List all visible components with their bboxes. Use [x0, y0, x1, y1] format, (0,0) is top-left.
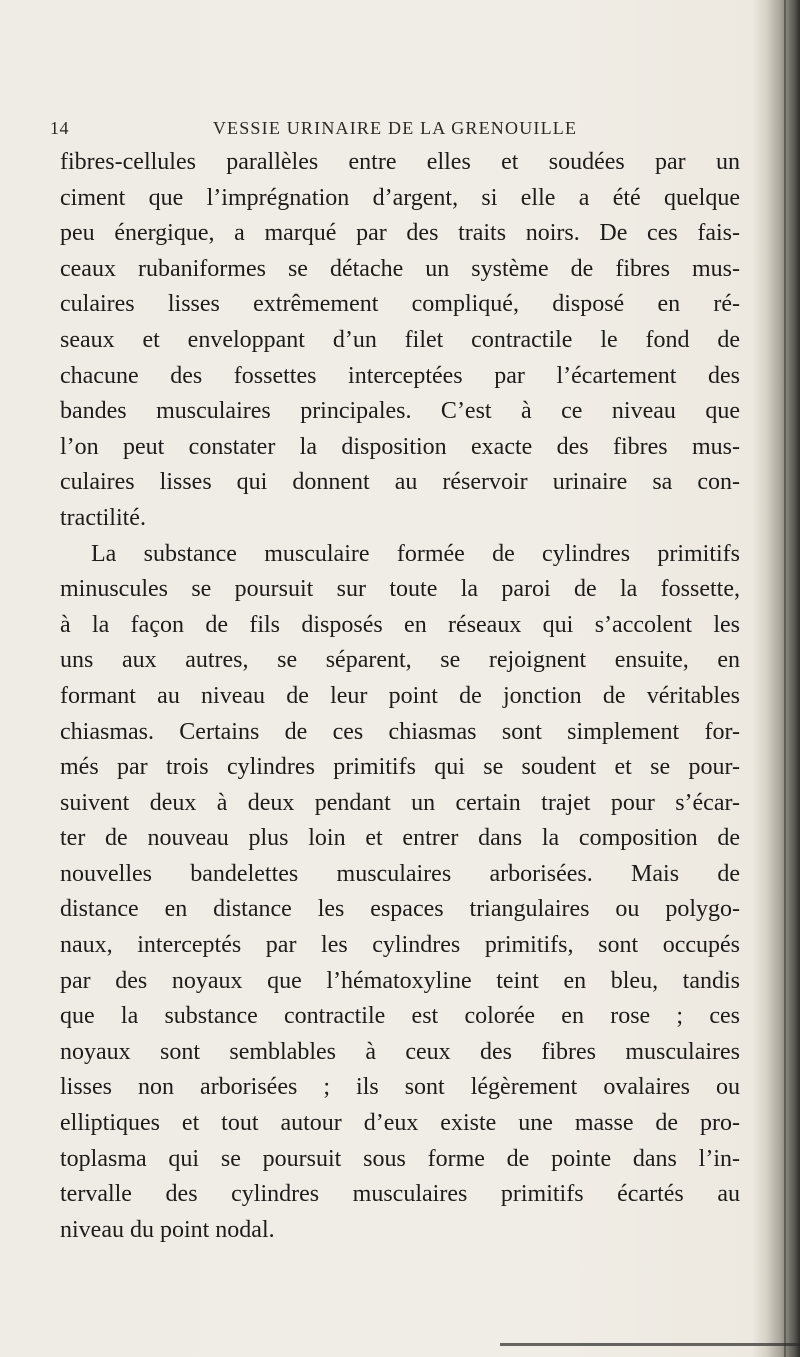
text-line: naux, interceptés par les cylindres primitifs, sont occupés	[60, 932, 740, 959]
text-line: minuscules se poursuit sur toute la paroi de la fossette,	[60, 576, 740, 603]
text-line: seaux et enveloppant d’un filet contractile le fond de	[60, 326, 740, 353]
page-edge-shadow	[752, 0, 800, 1357]
running-title: VESSIE URINAIRE DE LA GRENOUILLE	[212, 118, 578, 138]
bottom-rule	[500, 1343, 800, 1346]
text-line: suivent deux à deux pendant un certain trajet pour s’écar-	[60, 789, 740, 816]
text-line: l’on peut constater la disposition exacte des fibres mus-	[60, 433, 740, 460]
text-line: ter de nouveau plus loin et entrer dans la composition de	[60, 825, 740, 852]
text-line: distance en distance les espaces triangulaires ou polygo-	[60, 896, 740, 923]
text-line: fibres-cellules parallèles entre elles et soudées par un	[60, 149, 740, 175]
text-line: tractilité.	[60, 504, 146, 531]
text-line: à la façon de fils disposés en réseaux qui s’accolent les	[60, 611, 740, 638]
text-line: lisses non arborisées ; ils sont légèrement ovalaires ou	[60, 1074, 740, 1101]
text-line: niveau du point nodal.	[60, 1216, 275, 1243]
text-line: bandes musculaires principales. C’est à ce niveau que	[60, 398, 740, 425]
page-number: 14	[50, 118, 69, 138]
text-line: La substance musculaire formée de cylindres primitifs	[91, 540, 740, 567]
text-line: culaires lisses qui donnent au réservoir urinaire sa con-	[60, 469, 740, 496]
text-line: noyaux sont semblables à ceux des fibres musculaires	[60, 1038, 740, 1065]
text-line: chiasmas. Certains de ces chiasmas sont simplement for-	[60, 718, 740, 745]
text-line: tervalle des cylindres musculaires primitifs écartés au	[60, 1181, 740, 1208]
text-line: que la substance contractile est colorée en rose ; ces	[60, 1003, 740, 1030]
text-line: més par trois cylindres primitifs qui se soudent et se pour-	[60, 754, 740, 781]
text-line: nouvelles bandelettes musculaires arborisées. Mais de	[60, 860, 740, 887]
page-header	[50, 118, 740, 142]
text-line: formant au niveau de leur point de jonction de véritables	[60, 682, 740, 709]
text-line: peu énergique, a marqué par des traits noirs. De ces fais-	[60, 220, 740, 247]
page-edge-line	[784, 0, 786, 1357]
text-line: par des noyaux que l’hématoxyline teint en bleu, tandis	[60, 967, 740, 994]
text-line: chacune des fossettes interceptées par l’écartement des	[60, 362, 740, 389]
text-line: elliptiques et tout autour d’eux existe une masse de pro-	[60, 1110, 740, 1137]
text-line: culaires lisses extrêmement compliqué, disposé en ré-	[60, 291, 740, 318]
text-line: ceaux rubaniformes se détache un système de fibres mus-	[60, 255, 740, 282]
text-line: uns aux autres, se séparent, se rejoignent ensuite, en	[60, 647, 740, 674]
text-line: ciment que l’imprégnation d’argent, si elle a été quelque	[60, 184, 740, 211]
body-text	[60, 145, 740, 1248]
text-line: toplasma qui se poursuit sous forme de pointe dans l’in-	[60, 1145, 740, 1172]
